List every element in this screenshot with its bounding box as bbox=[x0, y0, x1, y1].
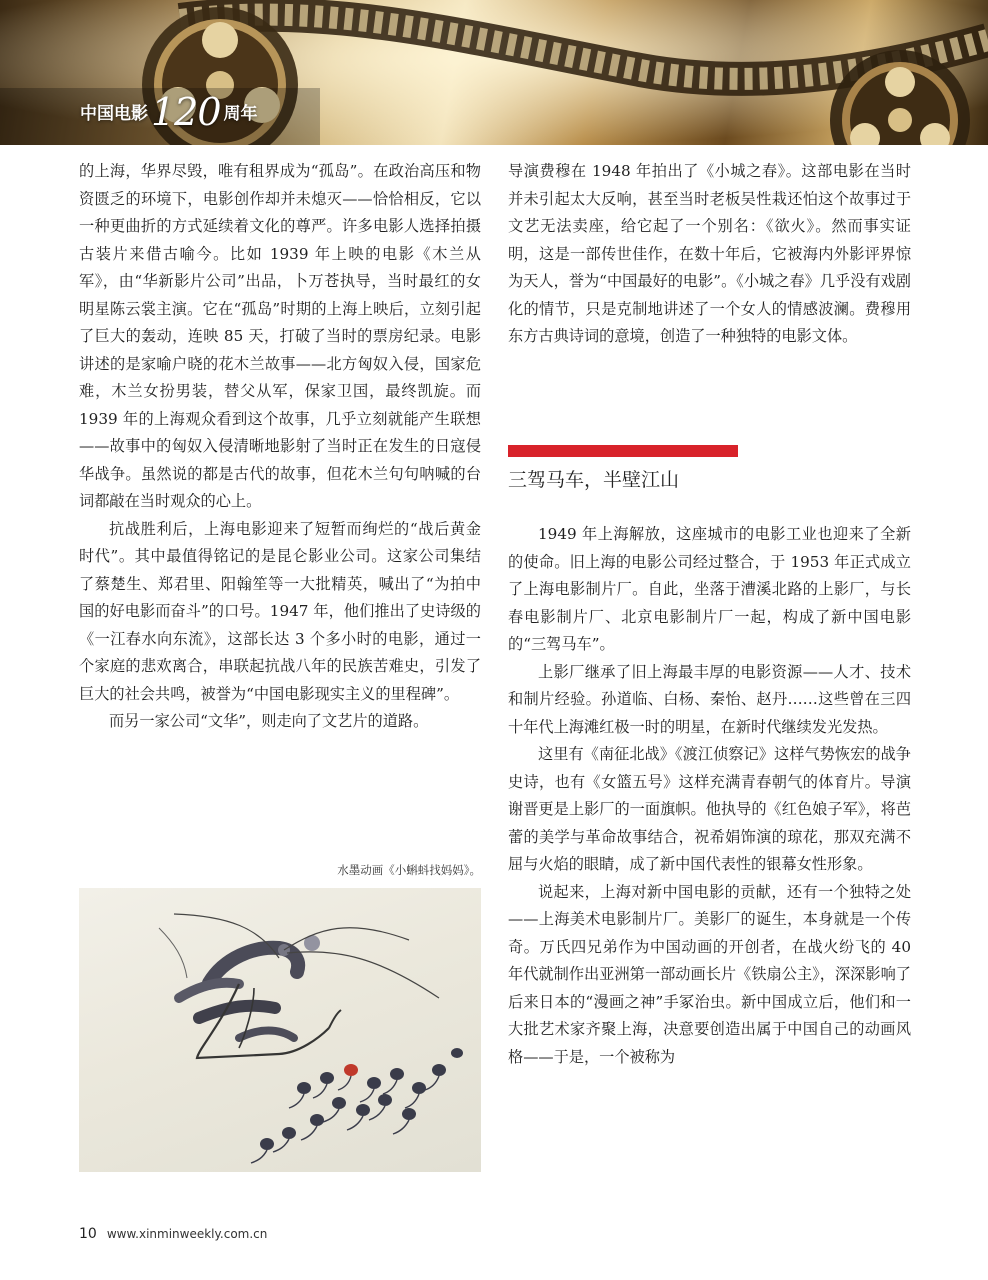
paragraph: 而另一家公司“文华”，则走向了文艺片的道路。 bbox=[109, 712, 429, 730]
series-title bbox=[80, 92, 258, 132]
right-column-top bbox=[508, 158, 911, 351]
section-heading: 三驾马车，半壁江山 bbox=[508, 469, 680, 491]
tadpole-group-icon bbox=[260, 1048, 463, 1150]
paragraph: 导演费穆在 1948 年拍出了《小城之春》。这部电影在当时并未引起太大反响，甚至当时老板吴性栽还怕这个故事过于文艺无法卖座，给它起了一个别名：《欲火》。然而事实证明，这是一部传世佳作，在数十年后，它被海内外影评界惊为天人，誉为“中国最好的电影”。《小城之春》几乎没有戏剧化的情节，只是克制地讲述了一个女人的情感波澜。费穆用东方古典诗词的意境，创造了一种独特的电影文体。 bbox=[508, 162, 911, 345]
header-banner bbox=[0, 0, 988, 145]
series-title-suffix: 周年 bbox=[223, 104, 258, 124]
ink-painting-image bbox=[79, 888, 481, 1172]
shrimp-icon bbox=[159, 914, 439, 1058]
image-caption: 水墨动画《小蝌蚪找妈妈》。 bbox=[337, 863, 481, 877]
left-column bbox=[79, 158, 481, 736]
paragraph: 这里有《南征北战》《渡江侦察记》这样气势恢宏的战争史诗，也有《女篮五号》这样充满青春朝气的体育片。导演谢晋更是上影厂的一面旗帜。他执导的《红色娘子军》，将芭蕾的美学与革命故事结合，祝希娟饰演的琼花，那双充满不屈与火焰的眼睛，成了新中国代表性的银幕女性形象。 bbox=[508, 745, 911, 873]
paragraph: 上影厂继承了旧上海最丰厚的电影资源——人才、技术和制片经验。孙道临、白杨、秦怡、赵丹……这些曾在三四十年代上海滩红极一时的明星，在新时代继续发光发热。 bbox=[508, 662, 911, 736]
paragraph: 说起来，上海对新中国电影的贡献，还有一个独特之处——上海美术电影制片厂。美影厂的诞生，本身就是一个传奇。万氏四兄弟作为中国动画的开创者，在战火纷飞的 40 年代就制作出亚洲第一部动画长片《铁扇公主》，深深影响了后来日本的“漫画之神”手冢治虫。新中国成立后，他们和一大批艺术家齐聚上海，决意要创造出属于中国自己的动画风格——于是，一个被称为 bbox=[508, 882, 911, 1066]
page-footer bbox=[79, 1226, 267, 1242]
paragraph: 1949 年上海解放，这座城市的电影工业也迎来了全新的使命。旧上海的电影公司经过整合，于 1953 年正式成立了上海电影制片厂。自此，坐落于漕溪北路的上影厂，与长春电影制片厂、北京电影制片厂一起，构成了新中国电影的“三驾马车”。 bbox=[508, 525, 911, 653]
series-title-number: 120 bbox=[151, 90, 221, 134]
series-title-prefix: 中国电影 bbox=[80, 104, 148, 124]
right-column-section bbox=[508, 521, 911, 1071]
section-accent-bar bbox=[508, 445, 738, 457]
tadpoles-and-shrimp-illustration bbox=[79, 888, 481, 1172]
paragraph: 抗战胜利后，上海电影迎来了短暂而绚烂的“战后黄金时代”。其中最值得铭记的是昆仑影业公司。这家公司集结了蔡楚生、郑君里、阳翰笙等一大批精英，喊出了“为拍中国的好电影而奋斗”的口号。1947 年，他们推出了史诗级的《一江春水向东流》，这部长达 3 个多小时的电影，通过一个家庭的悲欢离合，串联起抗战八年的民族苦难史，引发了巨大的社会共鸣，被誉为“中国电影现实主义的里程碑”。 bbox=[79, 519, 481, 703]
website-link[interactable]: www.xinminweekly.com.cn bbox=[106, 1227, 268, 1241]
paragraph: 的上海，华界尽毁，唯有租界成为“孤岛”。在政治高压和物资匮乏的环境下，电影创作却并未熄灭——恰恰相反，它以一种更曲折的方式延续着文化的尊严。许多电影人选择拍摄古装片来借古喻今。比如 1939 年上映的电影《木兰从军》，由“华新影片公司”出品，卜万苍执导，当时最红的女明星陈云裳主演。它在“孤岛”时期的上海上映后，立刻引起了巨大的轰动，连映 85 天，打破了当时的票房纪录。电影讲述的是家喻户晓的花木兰故事——北方匈奴入侵，国家危难，木兰女扮男装，替父从军，保家卫国，最终凯旋。而 1939 年的上海观众看到这个故事，几乎立刻就能产生联想——故事中的匈奴入侵清晰地影射了当时正在发生的日寇侵华战争。虽然说的都是古代的故事，但花木兰句句呐喊的台词都敲在当时观众的心上。 bbox=[79, 162, 481, 510]
page-number: 10 bbox=[79, 1226, 97, 1242]
